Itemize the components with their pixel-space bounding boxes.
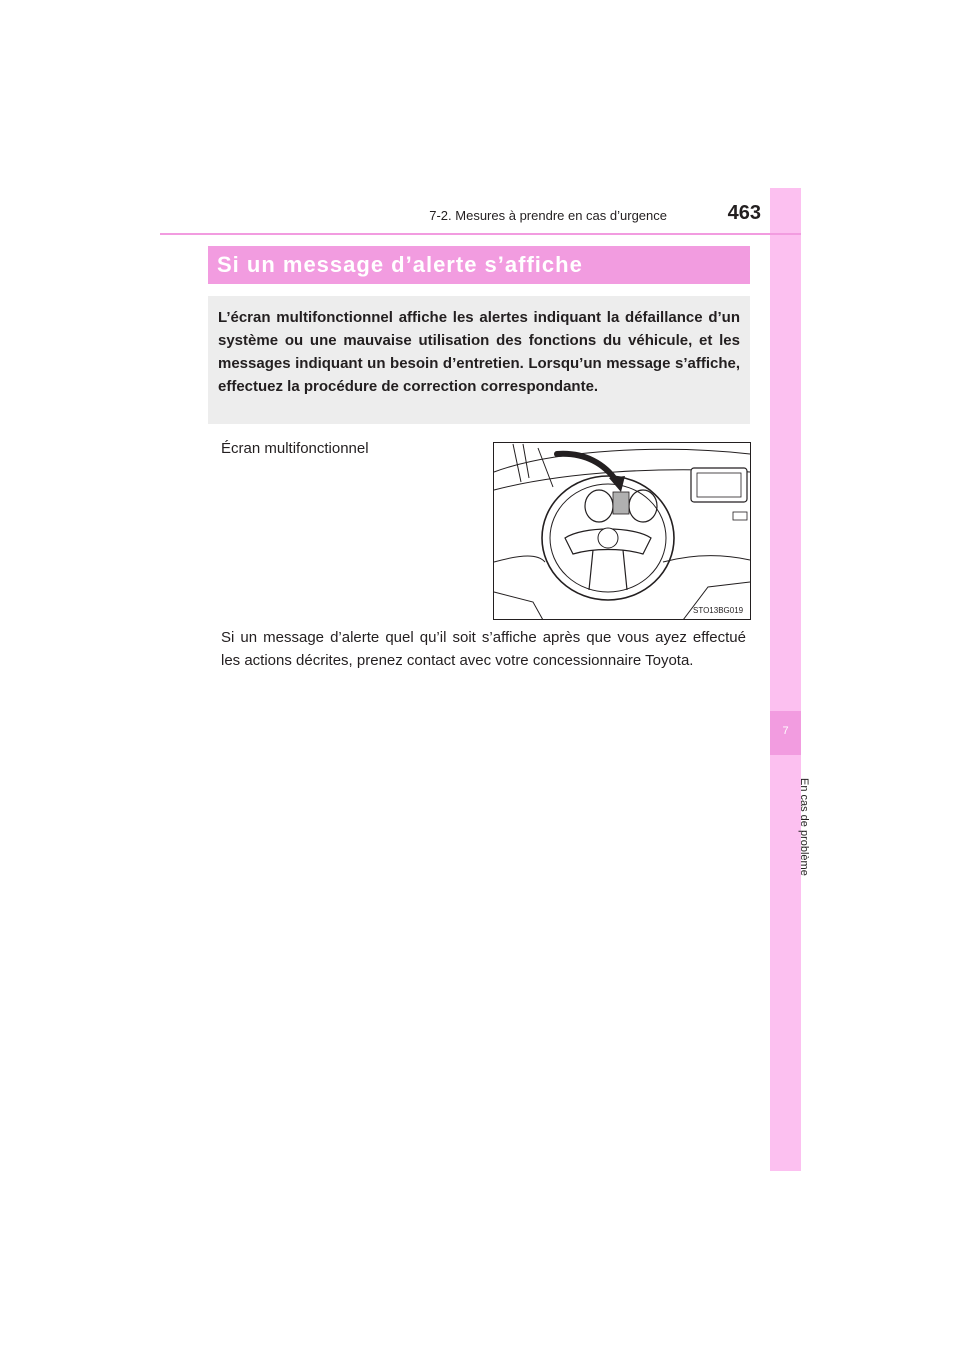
section-title-bar	[208, 246, 750, 284]
chapter-side-tab	[770, 188, 801, 1171]
figure-code: STO13BG019	[693, 606, 744, 615]
figure-caption: Écran multifonctionnel	[221, 440, 369, 457]
header-rule	[160, 233, 801, 235]
body-paragraph: Si un message d’alerte quel qu’il soit s’affiche après que vous ayez effectué les actions décrites, prenez contact avec votre concessionnaire Toyota.	[221, 629, 746, 669]
section-title: Si un message d’alerte s’affiche	[217, 252, 583, 277]
page-number: 463	[727, 202, 761, 224]
summary-text: L’écran multifonctionnel affiche les alertes indiquant la défaillance d’un système ou une mauvaise utilisation des fonctions du véhicule, et les messages indiquant un besoin d’entretien. Lorsqu’un message s’affiche, effectuez la procédure de correction correspondante.	[218, 309, 740, 395]
header-section-title: 7-2. Mesures à prendre en cas d’urgence	[429, 208, 667, 223]
summary-box	[208, 296, 750, 424]
dashboard-illustration	[493, 442, 751, 620]
chapter-number: 7	[782, 725, 789, 737]
chapter-title: En cas de problème	[798, 778, 810, 876]
